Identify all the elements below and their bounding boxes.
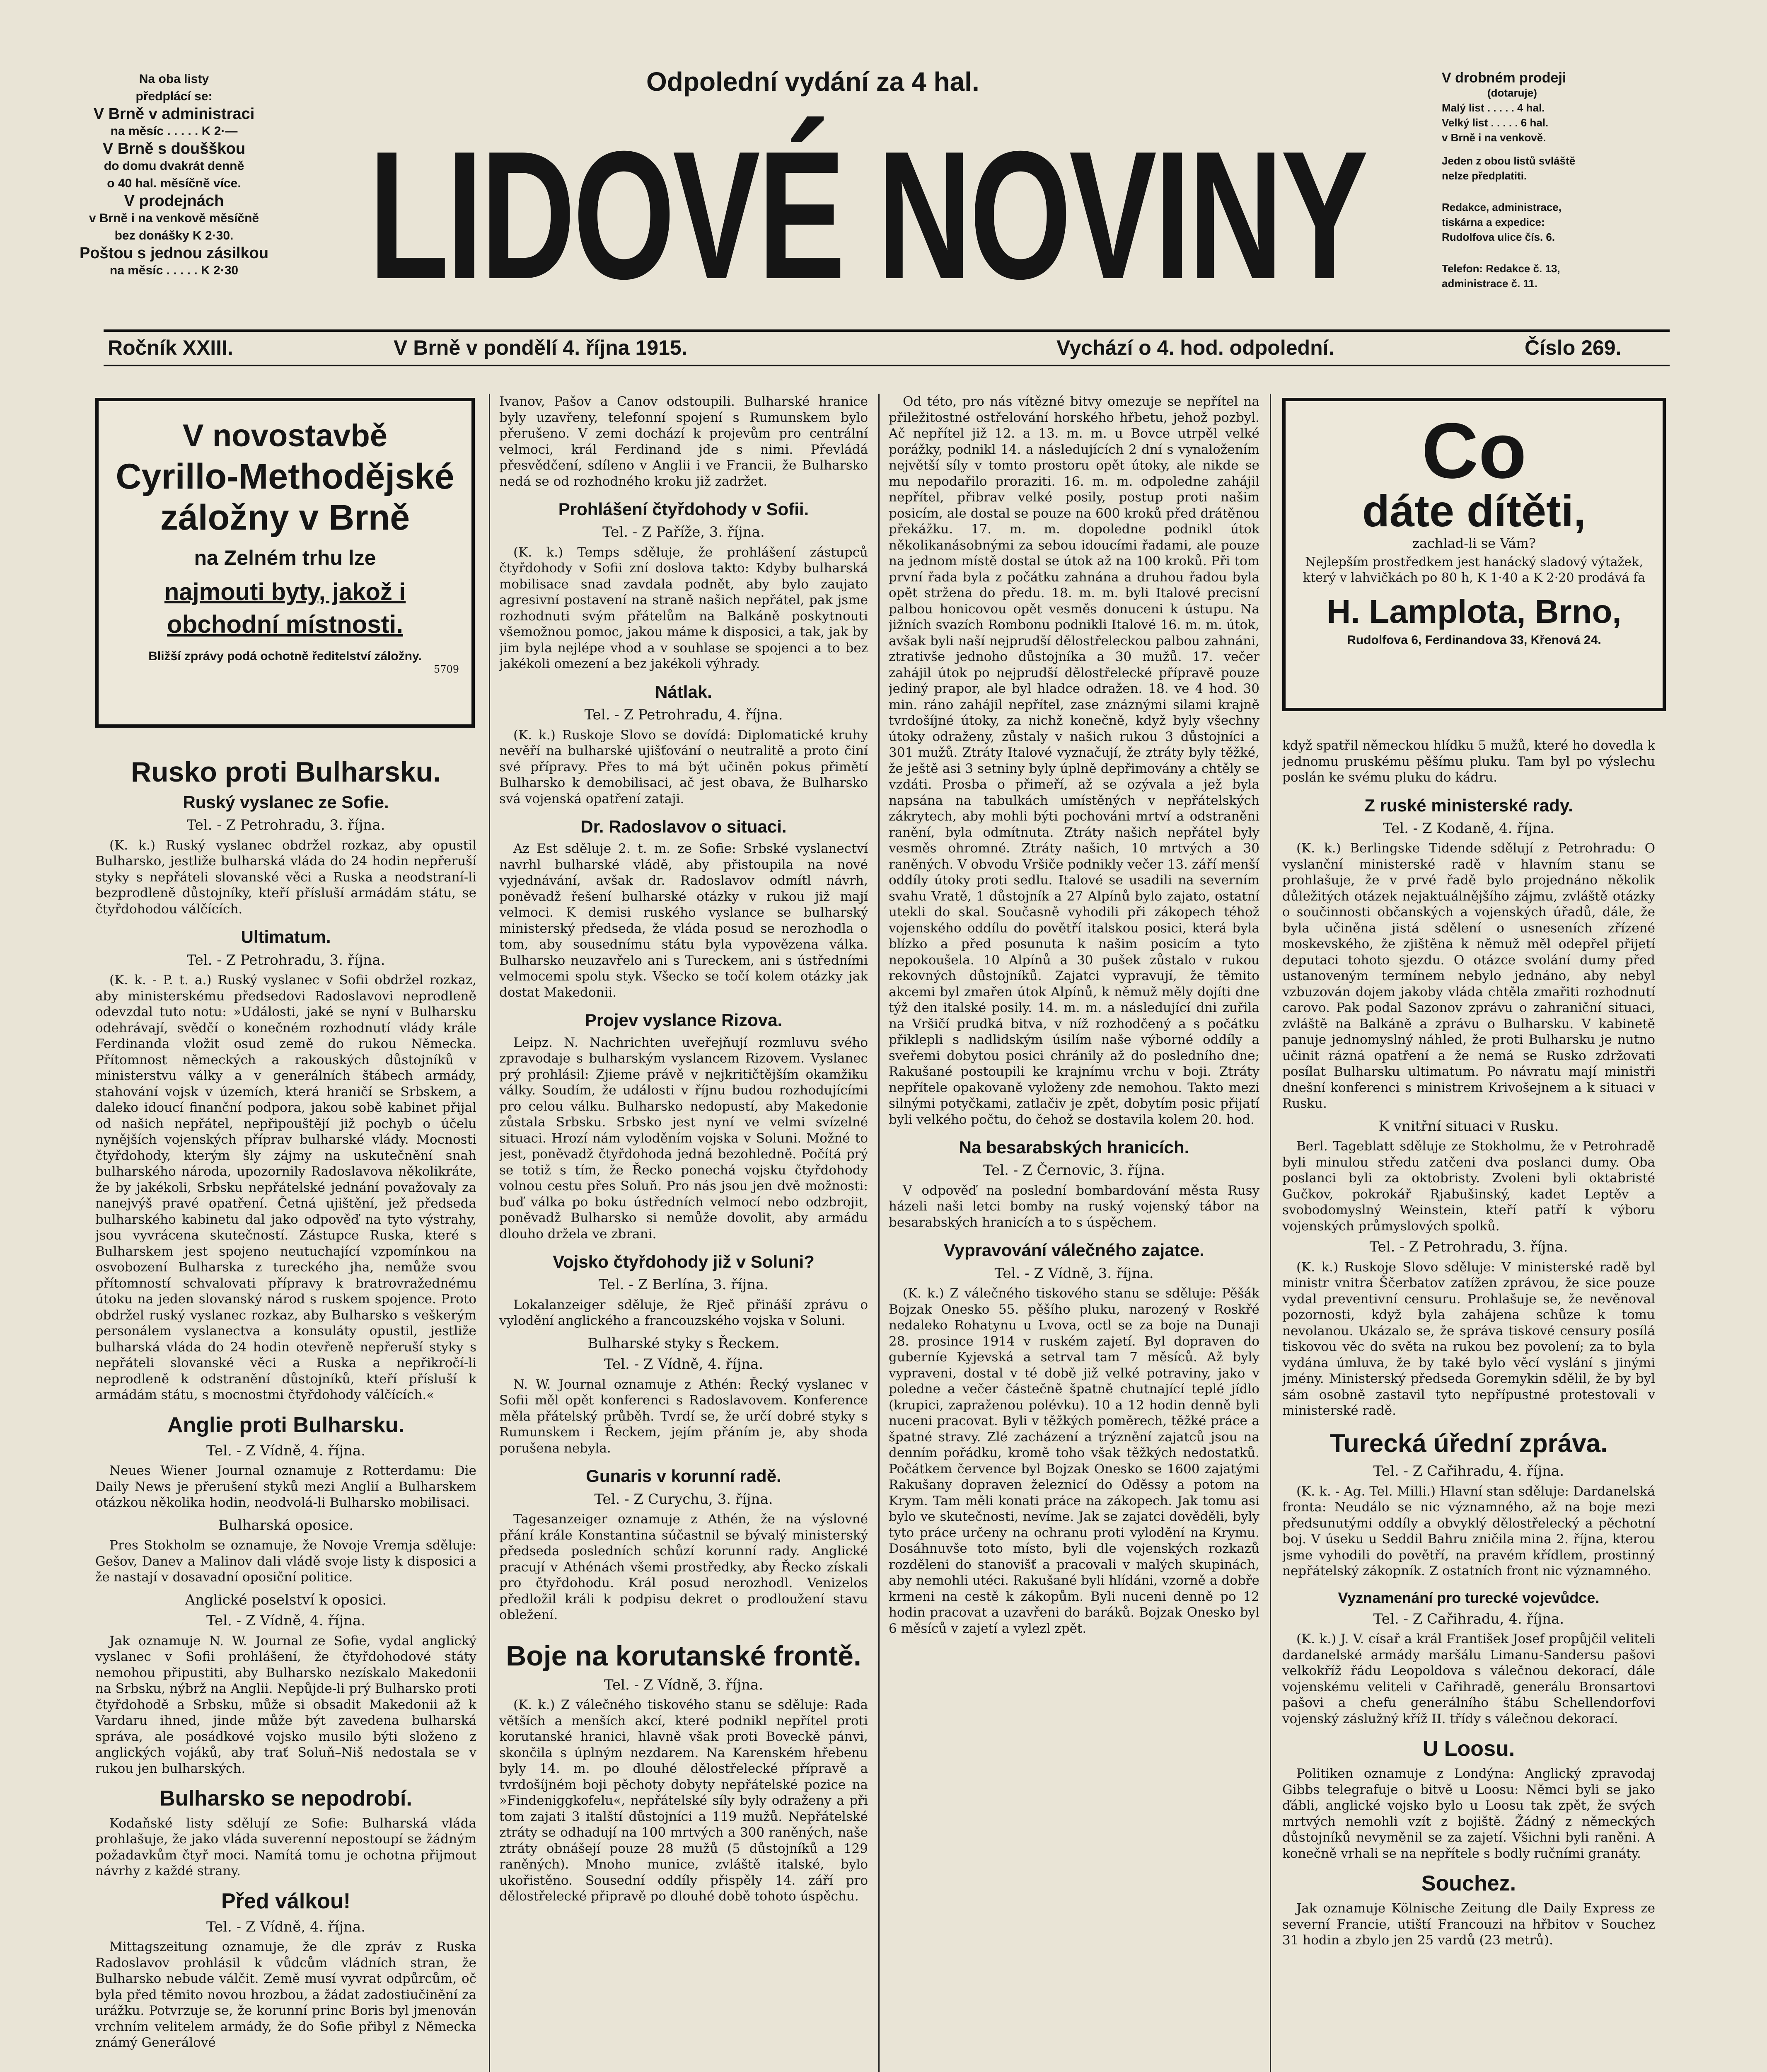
article-headline: U Loosu. [1422,1737,1515,1761]
article-headline: Vypravování válečného zajatce. [944,1240,1204,1260]
article-body: Neues Wiener Journal oznamuje z Rotterdamu: Die Daily News je přerušení styků mezi Anglií a Bulharskem otázkou několika hodin, neodvolá-li Bulharsko mobilisaci. [95,1463,476,1510]
ad-text: najmouti byty, jakož i [164,579,406,605]
article-subheadline: Anglické poselství k oposici. [185,1591,387,1608]
article-byline: Tel. - Z Petrohradu, 3. října. [1369,1239,1568,1256]
article-subheadline: Bulharské styky s Řeckem. [587,1335,780,1352]
article-headline: Nátlak. [655,682,712,702]
ad-text: Nejlepším prostředkem jest hanácký sladový výtažek, který v lahvičkách po 80 h, K 1·40 a K 2·20 prodává fa [1303,555,1646,585]
article-headline: Před válkou! [221,1889,351,1913]
article-body: (K. k. - P. t. a.) Ruský vyslanec v Sofii obdržel rozkaz, aby ministerskému předsedovi Radoslavovi neprodleně odevzdal tuto notu: »Události, jaké se nyní v Bulharsku odehrávají, svědčí o konečném rozhodnutí vlády krále Ferdinanda vložit osud země do rukou Německa. Přítomnost německých a rakouských důstojníků v ministerstvu války a v generálních štábech armády, stahování vojsk v územích, která hraničí se Srbskem, a daleko idoucí finanční podpora, jakou sobě kabinet přijal od našich nepřátel, nepřipouštějí již pochyb o účelu nynějších vojenských příprav bulharské vlády. Mocnosti čtyřdohody, kterým šly zájmy na uskutečnění snah bulharského národa, upozornily Radoslavova několikráte, že by jakékoli, Srbsku nepřátelské jednání považovaly za nanejvýš pravé opatření. Četná ujištění, jež předseda bulharského kabinetu dal jako odpověď na tyto výstrahy, jsou vyvrácena skutečností. Zástupce Ruska, které s Bulharskem jest spojeno neutuchající vzpomínkou na osvobození Bulharska z tureckého jha, nemůže svou přítomností schvalovati přípravy k bratrovražednému útoku na jeden slovanský národ s ruskem spojence. Proto obdržel ruský vyslanec rozkaz, aby Bulharsko s veškerým personálem vyslanectva a konsuláty opustil, jestliže bulharská vláda do 24 hodin otevřeně nepřeruší styky s nepřáteli slovanské věci a Ruska a nepřikročí-li neprodleně k odstranění důstojníků, kteří přísluší k armádám státu, s mocnostmi čtyřdohody válčících.« [95,973,476,1403]
issue-date: V Brně v pondělí 4. října 1915. [394,336,687,359]
article-subheadline: K vnitřní situaci v Rusku. [1378,1118,1559,1135]
price-line: (dotaruje) [1487,87,1537,99]
article-body: Tagesanzeiger oznamuje z Athén, že na výslovné přání krále Konstantina súčastnil se bývalý ministerský předseda posledních schůzí korunní rady. Anglické pracují v Athénách všemi prostředky, aby Řecko získali pro čtyřdohodu. Král posud nerozhodl. Venizelos předložil králi k podpisu dekret o prodloužení stavu obležení. [499,1512,868,1623]
phone-line: Telefon: Redakce č. 13, [1442,262,1560,275]
article-byline: Tel. - Z Berlína, 3. října. [598,1276,769,1293]
ad-text: Rudolfova 6, Ferdinandova 33, Křenová 24. [1347,633,1601,647]
article-body: V odpověď na poslední bombardování města Rusy házeli naši letci bomby na ruský vojenský tábor na besarabských hranicích a to s úspěchem. [889,1183,1259,1230]
ad-text: dáte dítěti, [1362,486,1586,536]
subscription-line: v Brně i na venkově měsíčně [89,211,259,225]
ad-text: Cyrillo-Methodějské [116,457,454,496]
article-headline: Boje na korutanské frontě. [506,1640,861,1672]
article-byline: Tel. - Z Petrohradu, 3. října. [186,951,385,968]
price-line: V drobném prodeji [1442,70,1566,86]
subscription-line: do domu dvakrát denně [104,159,244,173]
article-headline: Z ruské ministerské rady. [1364,795,1573,815]
volume: Ročník XXIII. [108,336,233,359]
subscription-line: Na oba listy [139,72,209,86]
price-line: Velký list . . . . . 6 hal. [1442,116,1549,129]
article-byline: Tel. - Z Petrohradu, 4. října. [584,707,783,724]
ad-text: Co [1421,407,1527,495]
subscription-line: V Brně s doušškou [102,140,246,157]
article-body: (K. k.) Ruskoje Slovo sděluje: V ministerské radě byl ministr vnitra Ščerbatov zatížen zprávou, že sice pouze vydal preventivní censuru. Prohlašuje se, že nevěnoval pozornosti, když byla zahájena schůze k tomu nevolanou. Ukázalo se, že správa tiskové censury posílá tiskovou věc do světa na rukou bez povolení; za to byla vydána úmluva, že by také bylo věcí vyslání s jinými jmény. Ministerský předseda Goremykin sdělil, že by byl sám osobně zastavil tyto nepřípustné protestovali v ministerské radě. [1282,1259,1655,1418]
article-byline: Tel. - Z Cařihradu, 4. října. [1373,1610,1564,1627]
article-body: Jak oznamuje N. W. Journal ze Sofie, vydal anglický vyslanec v Sofii prohlášení, že čtyřdohodové státy nemohou připustiti, aby Bulharsko nezískalo Makedonii na Srbsku, nýbrž na Anglii. Nepůjde-li prý Bulharsko proti čtyřdohodě a Srbsku, může si obsadit Makedonii až k Vardaru ihned, jinde může být zavedena bulharská správa, ale posádkové vojsko musilo býti složeno z anglických vojáků, aby trať Soluň–Niš nedostala se v rukou jen bulharských. [95,1633,476,1776]
price-line: nelze předplatiti. [1442,169,1527,182]
issue-number: Číslo 269. [1525,336,1622,359]
subscription-line: předplácí se: [135,90,213,103]
article-headline: Souchez. [1421,1871,1516,1896]
article-headline: Ultimatum. [241,927,331,947]
article-body: Leipz. N. Nachrichten uveřejňují rozmluvu svého zpravodaje s bulharským vyslancem Rizovem. Vyslanec prý prohlásil: Zjieme právě v nejkritičtějším okamžiku války. Soudím, že události v říjnu budou rozhodujícími pro celou válku. Bulharsko nedopustí, aby Makedonie zůstala Srbsku. Srbsko jest nyní ve velmi svízelné situaci. Hrozí nám vyloděním vojska v Soluni. Možné to jest, poněvadž čtyřdohoda jedná bezohledně. Počítá prý se totiž s tím, že Řecko ponechá vojsku čtyřdohody volnou cestu přes Soluň. Pro nás jsou jen dvě možnosti: buď válka po boku ústředních velmocí nebo odzbrojit, poněvadž Bulharsko si nemůže dovolit, aby armádu dlouho držela ve zbrani. [499,1035,868,1242]
address-line: Rudolfova ulice čís. 6. [1442,231,1555,243]
address-line: tiskárna a expedice: [1442,216,1545,228]
price-line: Jeden z obou listů svláště [1442,155,1576,167]
article-body: Od této, pro nás vítězné bitvy omezuje se nepřítel na přiležitostné ostřelování horského hřbetu, jehož pozbyl. Ač nepřítel již 12. a 13. m. m. u Bovce utrpěl velké porážky, podnikl 14. a následujících 2 dní s vynaložením největší síly v tomto prostoru opět útoky, ale nikde se mu nepodařilo proraziti. 16. m. m. odpoledne zahájil nepřítel, přibrav velké posily, postup proti našim posicím, ale dostal se pouze na 600 kroků před drátěnou překážku. 17. m. m. dopoledne podnikl útok několikanásobnými za sebou idoucími řadami, ale pouze na jednom místě dostal se útok až na 100 kroků. Při tom první řada byla z počátku zahnána a druhou řadou byla opět stržena do předu. 18. m. m. byli Italové precisní palbou honicovou opět vesměs donuceni k ústupu. Na jižních svazích Rombonu podnikli Italové 16. m. m. útok, avšak byli naší nejprudší dělostřeleckou palbou zahnáni, ztrativše jednoho důstojníka a 30 mužů. 17. večer zahájil útok po nejprudší dělostřelecké přípravě pouze jediný prapor, ale byl hladce odražen. 18. ve 4 hod. 30 min. ráno zahájil nepřítel, zase znáznými silami krajně tvrdošíjné útoky, za nichž konečně, když byly všechny útoky odraženy, zůstaly v našich rukou 3 důstojníci a 301 mužů. Ztráty Italové vyznačují, že ztráty byly těžké, že ještě asi 3 setniny byly úplně depřimovány a chtěly se vzdáti. Prosba o přimeří, až se ozývala a jež byla napsána na tabulkách umístěných v nepřátelských zákrytech, aby mohli býti pochováni mrtví a odstraněni ranění, byla odmítnuta. Ztráty našich nepřátel byly vesměs ohromné. Ztráty našich, 10 mrtvých a 30 raněných. V obvodu Vršiče podnikly večer 13. září menší oddíly útoky proti sedlu. Italové se usadili na severním svahu Vratě, 1 důstojník a 27 Alpínů bylo zajato, ostatní utekli do skal. Současně vyhodili při zákopech téhož vojenského oddílu do povětří italskou posici, která byla blízko a před posunuta k našim posicím a tyto nepokoušela. 10 Alpínů a 30 pušek zůstalo v rukou rekovných důstojníků. Zajatci vypravují, že těmito akcemi byl zmařen útok Alpínů, k němuž měly dojíti dne týž den italské posily. 14. m. m. a následující dni zuřila na Vršičí prudká bitva, v níž rozhodčený a s počátku přiklepli s nadlidským úsilím naše výborné oddíly a sveřemi dobytou posici chránily až do posledního dne; Rakušané postoupili ke krajnímu vrchu v boji. Ztráty nepřítele opakovaně vyloženy zde nemohou. Takto mezi silnými potyčkami, zatlačiv je zpět, dobytím posic přijatí byli velkého počtu, do čehož se dostavila kolem 20. hod. [889,394,1259,1127]
article-body: (K. k.) Berlingske Tidende sdělují z Petrohradu: O vyslanční ministerské radě v hlavním stanu se prohlašuje, že v prvé řadě bylo projednáno několik důležitých otázek nejaktuálnějšího zájmu, zvláště otázky o součinnosti občanských a vojenských úřadů, dále, že byla učiněna jistá sdělení o usneseních zřízené moskevského, že zjištěna k němuž měl odepřel přijetí deputaci tohoto sjezdu. O otázce svolání dumy před ustanoveným termínem nebylo jednáno, aby nebyl vzbuzován dojem jakoby vláda chtěla zmařiti rozhodnutí carovo. Pak podal Sazonov zprávu o zahraniční situaci, zvláště na Balkáně a zprávu o Bulharsku. V kabinetě panuje jednomyslný náhled, že proti Bulharsku je nutno učinit rázná opatření a že nemá se Rusko zdržovati posílat Bulharsku ultimatum. Po návratu mají ministři dnešní konferenci s ministrem Krivošejnem a k situaci v Rusku. [1282,841,1655,1111]
article-headline: Prohlášení čtyřdohody v Sofii. [558,499,809,519]
article-headline: Rusko proti Bulharsku. [131,756,441,788]
article-headline: Na besarabských hranicích. [959,1138,1189,1157]
column-1 [95,746,476,2072]
article-body: Mittagszeitung oznamuje, že dle zpráv z Ruska Radoslavov prohlásil k vůdcům vládních stran, že Bulharsko nebude válčit. Země musí vyvrat odpůrcům, oč byla před těmito novou hrozbou, a žádat zadostiučinění za urážku. Potvrzuje se, že korunní princ Boris byl jmenován vrchním velitelem armády, že do Sofie přibyl z Německa známý Generálové [95,1939,476,2050]
article-body: (K. k.) Z válečného tiskového stanu se sděluje: Pěšák Bojzak Onesko 55. pěšího pluku, narozený v Roskřé nedaleko Rohatynu u Lvova, octl se za boje na Dunaji 28. prosince 1914 v ruském zajetí. Byl dopraven do guberníe Kyjevská a setrval tam 7 měsíců. Až byly vypraveni, dostal v té době již velké potraviny, jako v poledne a večer částečně špatně chutnající teplé jídlo (krupici, zapraženou polévku). 10 a 12 hodin denně byli nuceni pracovat. Byli v těžkých poměrech, těžké práce a špatné stravy. Zlé zacházení a trýznění zajatců jsou na denním pořádku, kromě toho však těžkých nedostatků. Počátkem července byl Bojzak Onesko se 1600 zajatými Rakušany dopraven železnicí do Oděssy a potom na Krym. Tam měli konati práce na zákopech. Jak tomu asi bylo ve skutečnosti, nevíme. Jak se zajatci dověděli, byly tyto práce určeny na ochranu proti vylodění na Krymu. Dosáhnuvše toto místo, byli dle vojenských rozkazů rozděleni do stanovišť a pracovali v malých skupinách, aby nemohli utéci. Rakušané byli hlídáni, vzorně a dobře krmeni na cestě k zákopům. Byli nuceni denně po 12 hodin pracovat a uzavřeni do baráků. Bojzak Onesko byl 6 měsíců v zajetí a vylezl zpět. [889,1286,1259,1636]
ad-malt-extract [1282,398,1666,711]
article-byline: Tel. - Z Kodaně, 4. října. [1383,820,1554,837]
article-body: Politiken oznamuje z Londýna: Anglický zpravodaj Gibbs telegrafuje o bitvě u Loosu: Němci byli se jako ďábli, anglické vojsko bylo u Loosu tak zpět, že svých mrtvých nemohli vzít z bojiště. Žádný z německých důstojníků nevyměnil se za zajetí. Všichni byli raněni. A konečně vrhali se na nepřítele s bodly ručními granáty. [1282,1766,1655,1861]
article-byline: Tel. - Z Vídně, 4. října. [206,1442,366,1459]
article-body: Kodaňské listy sdělují ze Sofie: Bulharská vláda prohlašuje, že jako vláda suverenní nepostoupí se žádným požadavkům čtyř moci. Namítá tomu je ochotna přijmout návrhy z každé strany. [95,1815,476,1879]
article-byline: Tel. - Z Vídně, 4. října. [604,1356,764,1373]
subscription-line: na měsíc . . . . . K 2·— [110,124,238,138]
article-body: Pres Stokholm se oznamuje, že Novoje Vremja sděluje: Gešov, Danev a Malinov dali vládě svoje listy k disposici a že nastají v dosavadní oposiční politice. [95,1538,476,1585]
price-line: Malý list . . . . . 4 hal. [1442,102,1545,114]
dateline-rule [104,365,1670,366]
article-headline: Turecká úřední zpráva. [1329,1429,1608,1458]
ad-text: Bližší zprávy podá ochotně ředitelství záložny. [148,649,422,663]
ad-text: zachlad-li se Vám? [1412,535,1536,551]
article-byline: Tel. - Z Vídně, 3. října. [604,1676,764,1693]
subscription-info [79,70,269,279]
article-body: Az Est sděluje 2. t. m. ze Sofie: Srbské vyslanectví navrhl bulharské vládě, aby přistoupila na nové vyjednávání, avšak dr. Radoslavov odmítl návrh, poněvadž řešení bulharské otázky v rukou již mají velmoci. K demisi ruského vyslance se bulharský ministerský předseda, že vláda posud se nerozhodla o tom, aby sousednímu státu byla vypovězena válka. Bulharsko neuzavřelo ani s Tureckem, ani s ústředními velmocemi spolu styk. Všecko se točí kolem otázky jak dostat Makedonii. [499,841,868,1000]
article-byline: Tel. - Z Petrohradu, 3. října. [186,817,385,834]
article-headline: Vojsko čtyřdohody již v Soluni? [553,1252,815,1272]
article-byline: Tel. - Z Černovic, 3. října. [983,1162,1165,1179]
article-byline: Tel. - Z Vídně, 3. října. [994,1265,1154,1282]
ad-text: V novostavbě [182,418,388,453]
ad-text: H. Lamplota, Brno, [1327,593,1622,630]
column-4 [1282,738,1655,2072]
article-body: (K. k.) Z válečného tiskového stanu se sděluje: Rada větších a menších akcí, které podnikl nepřítel proti korutanské hranici, hlavně však proti Boveckě pánvi, skončila s úplným nezdarem. Na Karenském hřebenu byly 14. m. po dlouhé dělostřelecké přípravě a tvrdošíjném boji pěchoty dobyty nepřátelské pozice na »Findeniggkofelu«, nepřátelské síly byly odraženy a při tom zajati 3 italští důstojníci a 119 mužů. Nepřátelské ztráty se odhadují na 100 mrtvých a 300 raněných, naše ztráty obnášejí pouze 28 mužů (5 důstojníků a 129 raněných). Mnoho munice, zvláště italské, bylo ukořistěno. Sousední oddíly přispěly 14. září pro dělostřelecké připravě po dlouhé době tohoto úspěchu. [499,1697,868,1904]
price-line: v Brně i na venkově. [1442,131,1546,144]
article-body: (K. k.) Ruský vyslanec obdržel rozkaz, aby opustil Bulharsko, jestliže bulharská vláda do 24 hodin nepřeruší styky s nepřáteli slovanské věci a Ruska a neodstraní-li bezprodleně důstojníky, kteří přísluší armádám státu, se čtyřdohodou válčících. [95,838,476,917]
article-byline: Tel. - Z Curychu, 3. října. [594,1491,773,1508]
address-line: Redakce, administrace, [1442,201,1562,213]
article-body: Berl. Tageblatt sděluje ze Stokholmu, že v Petrohradě byli minulou středu zatčeni dva poslanci dumy. Oba poslanci byli za oktobristy. Zvoleni byli oktabristé Gučkov, pokrokář Rjabušinský, kadet Leptěv a svobodomyslný Weinstein, kteří patří k výboru vojenských průmyslových spolků. [1282,1139,1655,1234]
subscription-line: bez donášky K 2·30. [114,229,234,242]
article-body: když spatřil německou hlídku 5 mužů, které ho dovedla k jednomu pruskému pěšímu pluku. Tam byl po výslechu poslán ke svému pluku do kádru. [1282,738,1655,785]
article-body: (K. k.) Temps sděluje, že prohlášení zástupců čtyřdohody v Sofii zní doslova takto: Kdyby bulharská mobilisace snad zavdala podnět, aby bylo zaujato agresivní postavení na straně našich nepřátel, pak jsme rozhodnuti svým přátelům na Balkáně poskytnouti všemožnou pomoc, jakou máme k disposici, a tak, jak by jim byla nejlépe vhod a v souhlase se spojenci a to bez jakékoli omezení a bez jakékoli výhrady. [499,545,868,672]
article-body: (K. k.) J. V. císař a král František Josef propůjčil veliteli dardanelské armády maršálu Limanu-Sandersu pašovi velkokříž řádu Leopoldova s válečnou dekorací, dále vojenskému veliteli v Cařihradě, generálu Bronsartovi pašovi a chefu generálního štábu Schellendorfovi vojenský záslužný kříž II. třídy s válečnou dekorací. [1282,1631,1655,1726]
article-subheadline: Bulharská oposice. [218,1517,354,1534]
ad-code: 5709 [433,663,459,675]
article-body: Jak oznamuje Kölnische Zeitung dle Daily Express ze severní Francie, utiští Francouzi na hřbitov v Souchez 31 hodin a zbylo jen 25 vardů (23 metrů). [1282,1901,1655,1948]
article-body: Ivanov, Pašov a Canov odstoupili. Bulharské hranice byly uzavřeny, telefonní spojení s Rumunskem bylo přerušeno. V zemi dochází k projevům pro centrální velmoci, král Ferdinand jde s nimi. Převládá přesvědčení, sdíleno v Anglii i ve Francii, že Bulharsko nedá se od rozhodného kroku již zadržet. [499,394,868,489]
article-subheadline: Ruský vyslanec ze Sofie. [183,792,389,812]
appearance-time: Vychází o 4. hod. odpolední. [1056,336,1334,359]
ad-text: obchodní místnosti. [167,610,403,638]
price-info [1442,70,1682,291]
article-byline: Tel. - Z Vídně, 4. října. [206,1918,366,1935]
column-3 [889,394,1259,2072]
article-headline: Bulharsko se nepodrobí. [160,1786,412,1811]
subscription-line: na měsíc . . . . . K 2·30 [109,264,239,277]
subscription-line: o 40 hal. měsíčně více. [107,177,241,190]
column-2 [499,394,868,2072]
article-byline: Tel. - Z Paříže, 3. října. [602,524,765,541]
column-rule [1270,394,1271,2072]
article-body: (K. k.) Ruskoje Slovo se dovídá: Diplomatické kruhy nevěří na bulharské ujišťování o neutralitě a proto činí své přípravy. Přes to má být učiněn pokus přimětí Bulharsko k demobilisaci, ač jest obava, že Bulharsko svá vojenská opatření zataji. [499,727,868,806]
article-body: (K. k. - Ag. Tel. Milli.) Hlavní stan sděluje: Dardanelská fronta: Neudálo se nic významného, až na boje mezi předsunutými oddíly a obvyklý dělostřelecký a pěchotní boj. V úseku u Seddil Bahru zničila mina 2. října, kterou jsme vyhodili do povětří, na pravém křídlem, prostinný nepřátelský zákopník. Z ostatních front nic významného. [1282,1484,1655,1579]
column-rule [878,394,880,2072]
article-byline: Tel. - Z Vídně, 4. října. [206,1612,366,1629]
masthead-rule [104,329,1670,332]
subscription-line: V prodejnách [124,192,224,210]
article-byline: Tel. - Z Cařihradu, 4. října. [1373,1463,1564,1480]
article-headline: Gunaris v korunní radě. [586,1466,781,1486]
subscription-line: Poštou s jednou zásilkou [79,244,269,262]
phone-line: administrace č. 11. [1442,277,1538,290]
column-rule [489,394,490,2072]
article-headline: Projev vyslance Rizova. [585,1010,783,1030]
article-headline: Anglie proti Bulharsku. [167,1413,405,1437]
article-body: N. W. Journal oznamuje z Athén: Řecký vyslanec v Sofii měl opět konferenci s Radoslavovem. Konference měla přátelský průběh. Tvrdí se, že určí dobré styky s Rumunskem i Řeckem, jejím přáním je, aby shoda porušena nebyla. [499,1377,868,1456]
subscription-line: V Brně v administraci [93,105,255,123]
ad-savings-bank [95,398,475,728]
ad-text: na Zelném trhu lze [194,546,376,569]
ad-text: záložny v Brně [160,498,410,537]
article-headline: Dr. Radoslavov o situaci. [580,817,787,837]
newspaper-title: LIDOVÉ NOVINY [369,114,1366,317]
article-subheadline: Vyznamenání pro turecké vojevůdce. [1338,1589,1600,1606]
edition-price: Odpolední vydání za 4 hal. [646,67,979,97]
article-body: Lokalanzeiger sděluje, že Rječ přináší zprávu o vylodění anglického a francouzského vojska v Soluni. [499,1297,868,1329]
